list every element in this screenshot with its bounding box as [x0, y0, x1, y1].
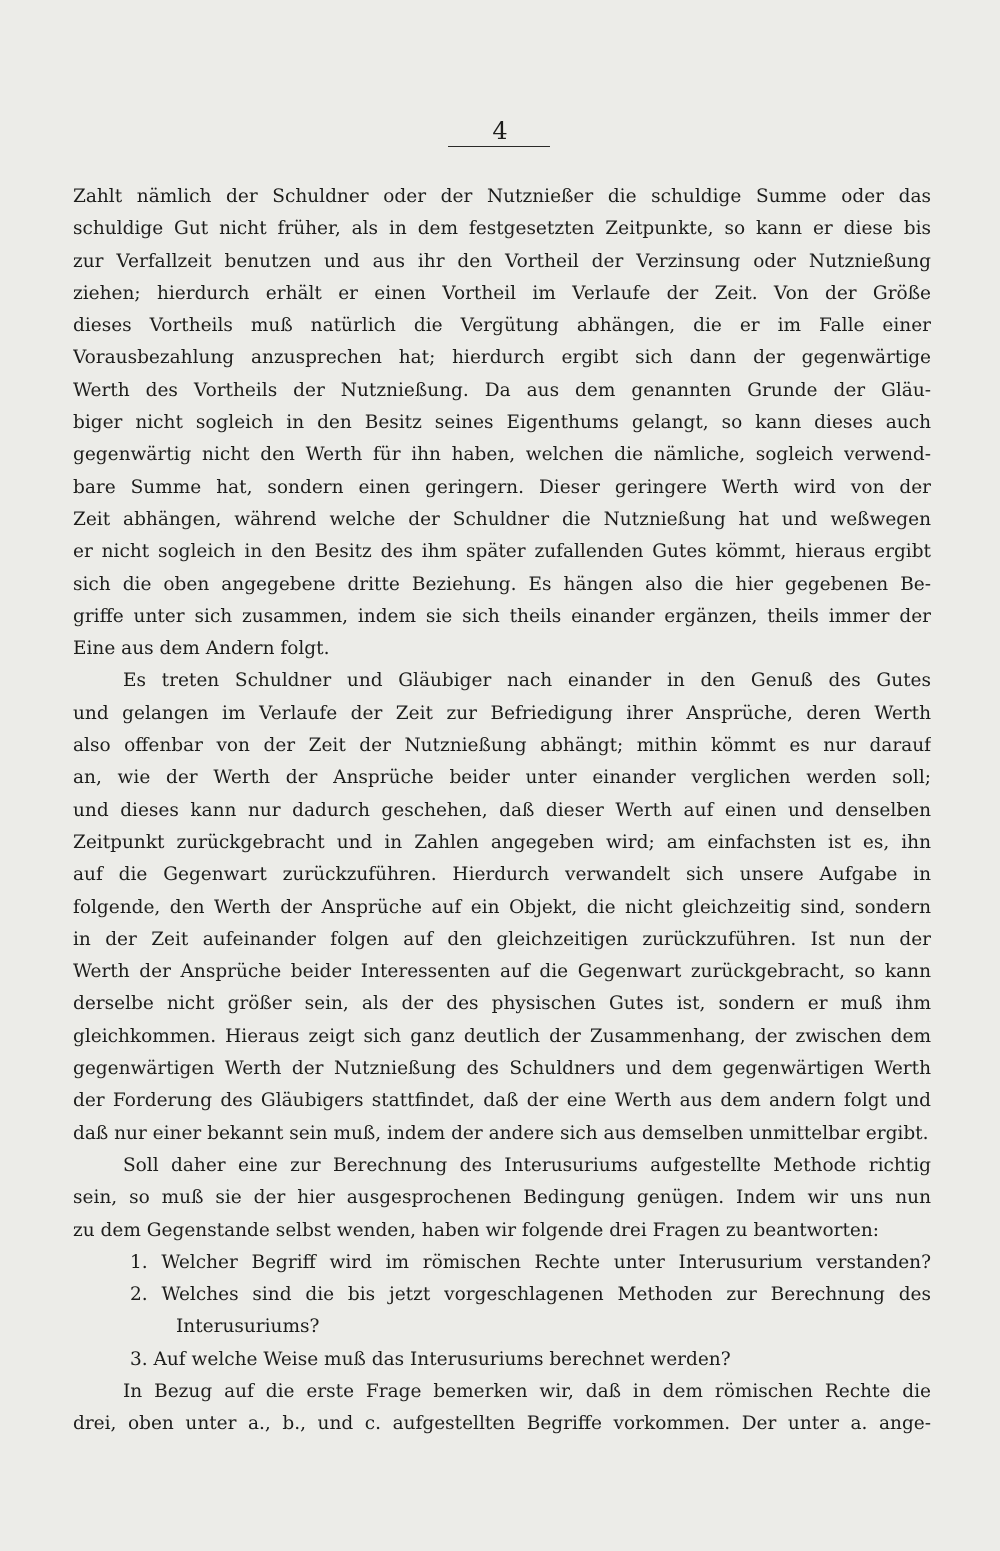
- header-rule: [448, 146, 550, 147]
- text-line: ziehen; hierdurch erhält er einen Vortheil im Verlaufe der Zeit. Von der Größe: [73, 282, 931, 304]
- text-line: Soll daher eine zur Berechnung des Interusuriums aufgestellte Methode richtig: [123, 1154, 931, 1176]
- text-line: griffe unter sich zusammen, indem sie sich theils einander ergänzen, theils immer der: [73, 605, 931, 627]
- text-line: Eine aus dem Andern folgt.: [73, 638, 330, 660]
- text-line: biger nicht sogleich in den Besitz seines Eigenthums gelangt, so kann dieses auch: [73, 412, 931, 434]
- question-item: 2. Welches sind die bis jetzt vorgeschlagenen Methoden zur Berechnung des: [130, 1284, 931, 1306]
- text-line: folgende, den Werth der Ansprüche auf ein Objekt, die nicht gleichzeitig sind, sondern: [73, 896, 931, 918]
- text-line: an, wie der Werth der Ansprüche beider unter einander verglichen werden soll;: [73, 767, 931, 789]
- text-line: der Forderung des Gläubigers stattfindet, daß der eine Werth aus dem andern folgt und: [73, 1090, 931, 1112]
- body-text: [73, 181, 931, 1441]
- text-line: Zeit abhängen, während welche der Schuldner die Nutznießung hat und weßwegen: [73, 508, 931, 530]
- text-line: Zeitpunkt zurückgebracht und in Zahlen angegeben wird; am einfachsten ist es, ihn: [73, 831, 931, 853]
- text-line: daß nur einer bekannt sein muß, indem der andere sich aus demselben unmittelbar ergibt.: [73, 1122, 929, 1144]
- text-line: gegenwärtig nicht den Werth für ihn haben, welchen die nämliche, sogleich verwend-: [73, 444, 931, 466]
- text-line: In Bezug auf die erste Frage bemerken wir, daß in dem römischen Rechte die: [123, 1380, 931, 1402]
- text-line: und dieses kann nur dadurch geschehen, daß dieser Werth auf einen und denselben: [73, 799, 931, 821]
- text-line: Werth der Ansprüche beider Interessenten auf die Gegenwart zurückgebracht, so kann: [73, 961, 931, 983]
- text-line: er nicht sogleich in den Besitz des ihm später zufallenden Gutes kömmt, hieraus ergibt: [73, 541, 931, 563]
- text-line: sich die oben angegebene dritte Beziehung. Es hängen also die hier gegebenen Be-: [73, 573, 931, 595]
- text-line: Vorausbezahlung anzusprechen hat; hierdurch ergibt sich dann der gegenwärtige: [73, 347, 931, 369]
- question-item: 1. Welcher Begriff wird im römischen Rechte unter Interusurium verstanden?: [130, 1251, 931, 1273]
- text-line: gegenwärtigen Werth der Nutznießung des Schuldners und dem gegenwärtigen Werth: [73, 1058, 931, 1080]
- text-line: Zahlt nämlich der Schuldner oder der Nutznießer die schuldige Summe oder das: [73, 186, 931, 207]
- text-line: gleichkommen. Hieraus zeigt sich ganz deutlich der Zusammenhang, der zwischen dem: [73, 1025, 931, 1047]
- text-line: also offenbar von der Zeit der Nutznießung abhängt; mithin kömmt es nur darauf: [73, 735, 931, 757]
- text-line: drei, oben unter a., b., und c. aufgestellten Begriffe vorkommen. Der unter a. ange-: [73, 1413, 931, 1435]
- question-item: 3. Auf welche Weise muß das Interusuriums berechnet werden?: [130, 1348, 731, 1370]
- text-line: zu dem Gegenstande selbst wenden, haben wir folgende drei Fragen zu beantworten:: [73, 1219, 879, 1241]
- text-line: zur Verfallzeit benutzen und aus ihr den Vortheil der Verzinsung oder Nutznießung: [73, 250, 931, 272]
- page-number: 4: [492, 117, 508, 145]
- text-line: derselbe nicht größer sein, als der des physischen Gutes ist, sondern er muß ihm: [73, 993, 931, 1015]
- text-line: bare Summe hat, sondern einen geringern. Dieser geringere Werth wird von der: [73, 476, 931, 498]
- text-line: sein, so muß sie der hier ausgesprochenen Bedingung genügen. Indem wir uns nun: [73, 1187, 931, 1209]
- text-line: und gelangen im Verlaufe der Zeit zur Befriedigung ihrer Ansprüche, deren Werth: [73, 702, 931, 724]
- text-line: schuldige Gut nicht früher, als in dem festgesetzten Zeitpunkte, so kann er diese bis: [73, 218, 931, 240]
- text-line: in der Zeit aufeinander folgen auf den gleichzeitigen zurückzuführen. Ist nun der: [73, 928, 931, 950]
- text-line: dieses Vortheils muß natürlich die Vergütung abhängen, die er im Falle einer: [73, 315, 931, 337]
- text-line: auf die Gegenwart zurückzuführen. Hierdurch verwandelt sich unsere Aufgabe in: [73, 864, 931, 886]
- question-item-continuation: Interusuriums?: [176, 1316, 320, 1338]
- text-line: Werth des Vortheils der Nutznießung. Da aus dem genannten Grunde der Gläu-: [73, 379, 931, 401]
- text-line: Es treten Schuldner und Gläubiger nach einander in den Genuß des Gutes: [123, 670, 931, 692]
